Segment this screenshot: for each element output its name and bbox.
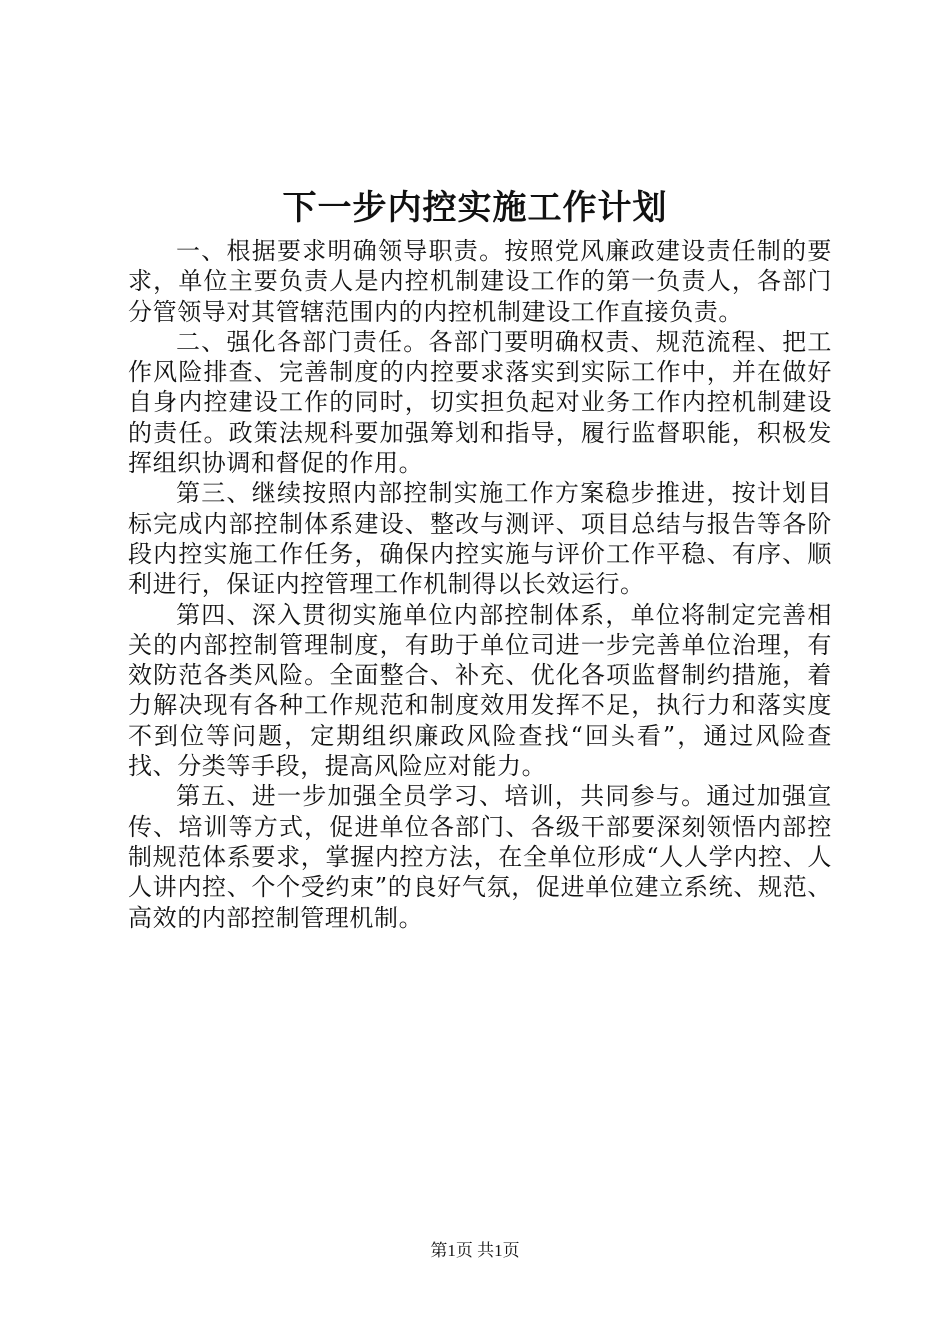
paragraph-3: 第三、继续按照内部控制实施工作方案稳步推进，按计划目标完成内部控制体系建设、整改与测评、项目总结与报告等各阶段内控实施工作任务，确保内控实施与评价工作平稳、有序、顺利进行，保证内控管理工作机制得以长效运行。 [128,479,832,599]
paragraph-4: 第四、深入贯彻实施单位内部控制体系，单位将制定完善相关的内部控制管理制度，有助于单位司进一步完善单位治理，有效防范各类风险。全面整合、补充、优化各项监督制约措施，着力解决现有各种工作规范和制度效用发挥不足，执行力和落实度不到位等问题，定期组织廉政风险查找“回头看”，通过风险查找、分类等手段，提高风险应对能力。 [128,600,832,781]
paragraph-2: 二、强化各部门责任。各部门要明确权责、规范流程、把工作风险排查、完善制度的内控要求落实到实际工作中，并在做好自身内控建设工作的同时，切实担负起对业务工作内控机制建设的责任。政策法规科要加强筹划和指导，履行监督职能，积极发挥组织协调和督促的作用。 [128,327,832,478]
paragraph-5: 第五、进一步加强全员学习、培训，共同参与。通过加强宣传、培训等方式，促进单位各部门、各级干部要深刻领悟内部控制规范体系要求，掌握内控方法，在全单位形成“人人学内控、人人讲内控、个个受约束”的良好气氛，促进单位建立系统、规范、高效的内部控制管理机制。 [128,782,832,932]
document-body [128,236,832,933]
paragraph-1: 一、根据要求明确领导职责。按照党风廉政建设责任制的要求，单位主要负责人是内控机制建设工作的第一负责人，各部门分管领导对其管辖范围内的内控机制建设工作直接负责。 [128,237,832,326]
page-footer: 第1页 共1页 [430,1241,520,1260]
document-title: 下一步内控实施工作计划 [282,188,668,228]
